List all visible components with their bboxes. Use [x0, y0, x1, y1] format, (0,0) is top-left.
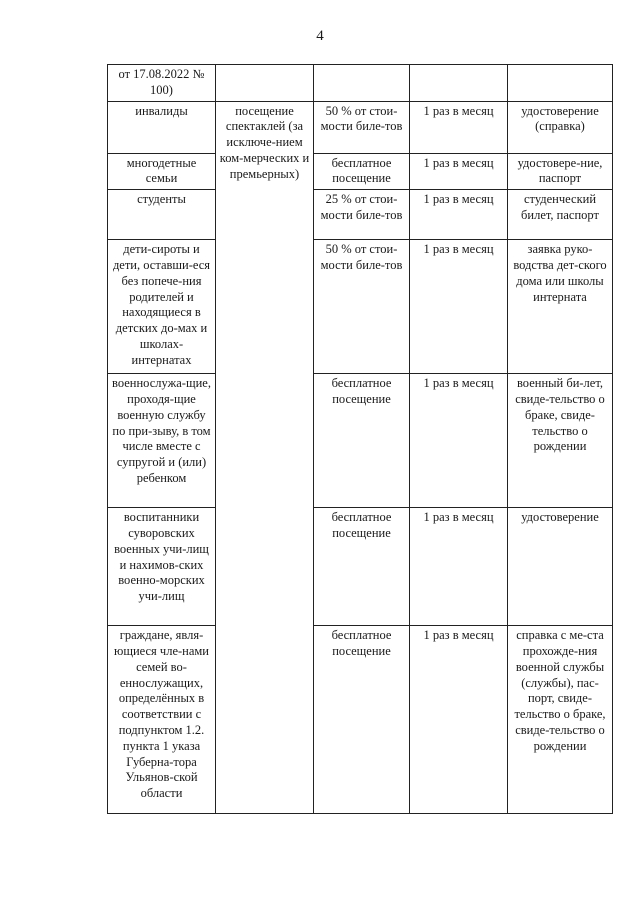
- discount-cell: бесплатное посещение: [314, 508, 410, 626]
- category-cell: граждане, явля-ющиеся чле-нами семей во-еннослужащих, определённых в соответствии с подпунктом 1.2. пункта 1 указа Губерна-тора Ульянов-ской области: [108, 626, 216, 814]
- table-row: [108, 374, 613, 508]
- category-cell: военнослужа-щие, проходя-щие военную службу по при-зыву, в том числе вместе с супругой и (или) ребенком: [108, 374, 216, 508]
- discount-cell: бесплатное посещение: [314, 153, 410, 190]
- document-cell: военный би-лет, свиде-тельство о браке, свиде-тельство о рождении: [508, 374, 613, 508]
- discount-cell: 25 % от стои-мости биле-тов: [314, 190, 410, 240]
- discount-cell: бесплатное посещение: [314, 374, 410, 508]
- frequency-cell: 1 раз в месяц: [410, 153, 508, 190]
- discount-cell: 50 % от стои-мости биле-тов: [314, 101, 410, 153]
- frequency-cell: 1 раз в месяц: [410, 240, 508, 374]
- frequency-cell: 1 раз в месяц: [410, 190, 508, 240]
- category-cell: воспитанники суворовских военных учи-лищ и нахимов-ских военно-морских учи-лищ: [108, 508, 216, 626]
- category-cell: дети-сироты и дети, оставши-еся без попече-ния родителей и находящиеся в детских до-мах и школах-интернатах: [108, 240, 216, 374]
- document-cell: удостовере-ние, паспорт: [508, 153, 613, 190]
- table-row: [108, 240, 613, 374]
- table-cell-empty: [508, 65, 613, 102]
- document-cell: заявка руко-водства дет-ского дома или школы интерната: [508, 240, 613, 374]
- frequency-cell: 1 раз в месяц: [410, 508, 508, 626]
- document-cell: справка с ме-ста прохожде-ния военной службы (службы), пас-порт, свиде-тельство о браке, свиде-тельство о рождении: [508, 626, 613, 814]
- benefits-table: [107, 64, 613, 814]
- frequency-cell: 1 раз в месяц: [410, 626, 508, 814]
- category-cell: многодетные семьи: [108, 153, 216, 190]
- table-cell-empty: [410, 65, 508, 102]
- table-cell-empty: [314, 65, 410, 102]
- table-row: [108, 508, 613, 626]
- table-row: [108, 153, 613, 190]
- document-cell: удостоверение: [508, 508, 613, 626]
- table-row: [108, 65, 613, 102]
- discount-cell: бесплатное посещение: [314, 626, 410, 814]
- page-number: 4: [316, 28, 324, 44]
- service-cell: посещение спектаклей (за исключе-нием ком-мерческих и премьерных): [216, 101, 314, 814]
- table-row: [108, 190, 613, 240]
- category-cell: студенты: [108, 190, 216, 240]
- frequency-cell: 1 раз в месяц: [410, 101, 508, 153]
- document-cell: студенческий билет, паспорт: [508, 190, 613, 240]
- frequency-cell: 1 раз в месяц: [410, 374, 508, 508]
- category-cell: инвалиды: [108, 101, 216, 153]
- discount-cell: 50 % от стои-мости биле-тов: [314, 240, 410, 374]
- header-date-ref: от 17.08.2022 № 100): [108, 65, 216, 102]
- table-row: [108, 101, 613, 153]
- document-cell: удостоверение (справка): [508, 101, 613, 153]
- table-cell-empty: [216, 65, 314, 102]
- table-row: [108, 626, 613, 814]
